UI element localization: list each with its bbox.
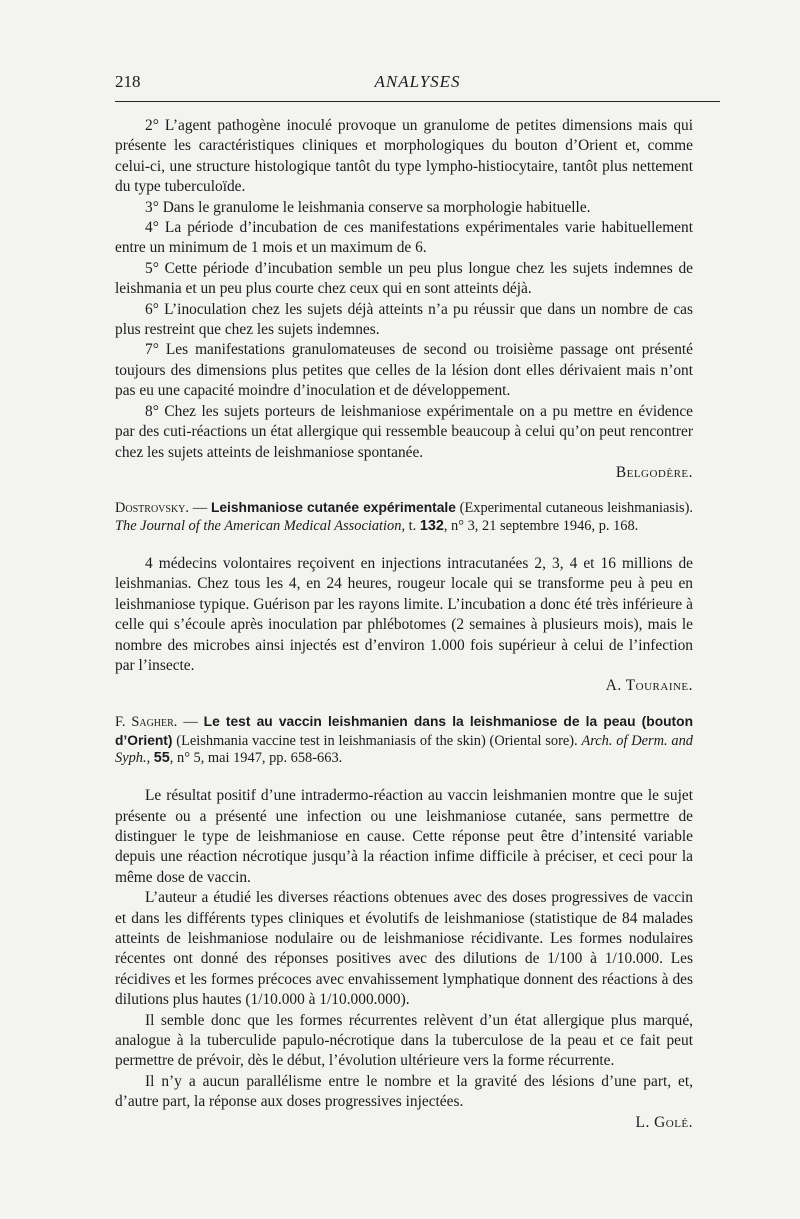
paragraph: 4° La période d’incubation de ces manifestations expérimentales varie habituellement entre un minimum de 1 mois et un maximum de 6. <box>115 219 693 257</box>
reference-journal: The Journal of the American Medical Association, <box>115 518 406 535</box>
bibliographic-reference <box>115 713 693 768</box>
paragraph: Le résultat positif d’une intradermo-réaction au vaccin leishmanien montre que le sujet présente ou a présenté une infection ou une leishmaniose cutanée, sans permettre de distinguer le type de leishmaniose en cause. Cette réponse peut être d’intensité variable depuis une réaction nécrotique jusqu’à la réaction infime difficile à préciser, et ceci pour la même dose de vaccin. <box>115 787 693 886</box>
paragraph: L’auteur a étudié les diverses réactions obtenues avec des doses progressives de vaccin et dans les différents types cliniques et évolutifs de leishmaniose (statistique de 84 malades atteints de leishmaniose nodulaire ou de leishmaniose récidivante. Les formes nodulaires récentes ont donné des réponses positives avec des dilutions de 1/100 à 1/10.000. Les récidives et les formes précoces avec envahissement lymphatique donnent des réactions à des dilutions plus hautes (1/10.000 à 1/10.000.000). <box>115 889 693 1009</box>
running-title: ANALYSES <box>374 72 461 91</box>
reference-dash: — <box>177 713 204 730</box>
paragraph: 6° L’inoculation chez les sujets déjà atteints n’a pu réussir que dans un nombre de cas plus restreint que chez les sujets indemnes. <box>115 300 693 339</box>
section-spacer <box>115 697 693 713</box>
reference-dash: — <box>189 500 211 517</box>
paragraph: 3° Dans le granulome le leishmania conserve sa morphologie habituelle. <box>145 198 591 216</box>
page-header <box>115 72 720 94</box>
reference-author: Dostrovsky. <box>115 500 189 517</box>
page-number: 218 <box>115 72 141 91</box>
paragraph: 7° Les manifestations granulomateuses de second ou troisième passage ont présenté toujours des dimensions plus petites que celles de la lésion dont elles dérivaient mais n’ont pas eu une capacité moindre d’inoculation et de développement. <box>115 341 693 400</box>
paragraph: Il n’y a aucun parallélisme entre le nombre et la gravité des lésions d’une part, et, d’autre part, la réponse aux doses progressives injectées. <box>115 1072 693 1111</box>
bibliographic-reference <box>115 499 693 536</box>
reference-title: Leishmaniose cutanée expérimentale <box>210 500 456 516</box>
analysis-continuation <box>115 116 693 483</box>
paragraph: 4 médecins volontaires reçoivent en injections intracutanées 2, 3, 4 et 16 millions de leishmanias. Chez tous les 4, en 24 heures, rougeur locale qui se transforme peu à peu en leishmaniose typique. Guérison par les rayons limite. L’incubation a donc été très inférieure à celle qui s’écoule après inoculation par phlébotomes (2 semaines à plusieurs mois), mais le nombre des microbes ainsi injectés est d’environ 1.000 fois supérieur à celui de l’infection par l’insecte. <box>115 554 693 674</box>
reference-details: , n° 5, mai 1947, pp. 658-663. <box>169 750 343 767</box>
paragraph: 5° Cette période d’incubation semble un peu plus longue chez les sujets indemnes de leishmania et un peu plus courte chez ceux qui en sont atteints déjà. <box>115 259 693 298</box>
reference-spacer <box>115 768 693 786</box>
paragraph: 8° Chez les sujets porteurs de leishmaniose expérimentale on a pu mettre en évidence par des cuti-réactions un état allergique qui ressemble beaucoup à celui qu’on peut rencontrer chez les sujets atteints de leishmaniose spontanée. <box>115 402 693 461</box>
signature: L. Golé. <box>635 1113 693 1131</box>
page-body <box>115 116 693 1133</box>
analysis-dostrovsky <box>115 499 693 696</box>
paragraph: 2° L’agent pathogène inoculé provoque un granulome de petites dimensions mais qui présente les caractéristiques cliniques et morphologiques du bouton d’Orient et, comme celui-ci, une structure histologique tantôt du type lympho-histiocytaire, tantôt plus nettement du type tuberculoïde. <box>115 117 693 196</box>
reference-pre-volume: t. <box>405 518 420 535</box>
reference-english-title: (Experimental cutaneous leishmaniasis). <box>455 500 693 517</box>
signature: A. Touraine. <box>605 677 693 695</box>
reference-details: , n° 3, 21 septembre 1946, p. 168. <box>443 518 639 535</box>
section-spacer <box>115 483 693 499</box>
reference-author: F. Sagher. <box>115 713 178 730</box>
reference-english-title: (Leishmania vaccine test in leishmaniasis of the skin) (Oriental sore). <box>172 732 582 749</box>
reference-volume: 55 <box>153 750 170 767</box>
reference-volume: 132 <box>419 518 444 535</box>
header-rule <box>115 101 720 102</box>
reference-spacer <box>115 536 693 554</box>
reference-journal: Arch. of Derm. and Syph., <box>115 732 693 767</box>
signature: Belgodère. <box>615 463 693 481</box>
reference-title: Le test au vaccin leishmanien dans la leishmaniose de la peau (bouton d’Orient) <box>115 713 694 748</box>
paragraph: Il semble donc que les formes récurrentes relèvent d’un état allergique plus marqué, analogue à la tuberculide papulo-nécrotique dans la tuberculose de la peau et ce fait peut permettre de prévoir, dès le début, l’évolution ultérieure vers la forme récurrente. <box>115 1011 693 1070</box>
analysis-sagher <box>115 713 693 1133</box>
